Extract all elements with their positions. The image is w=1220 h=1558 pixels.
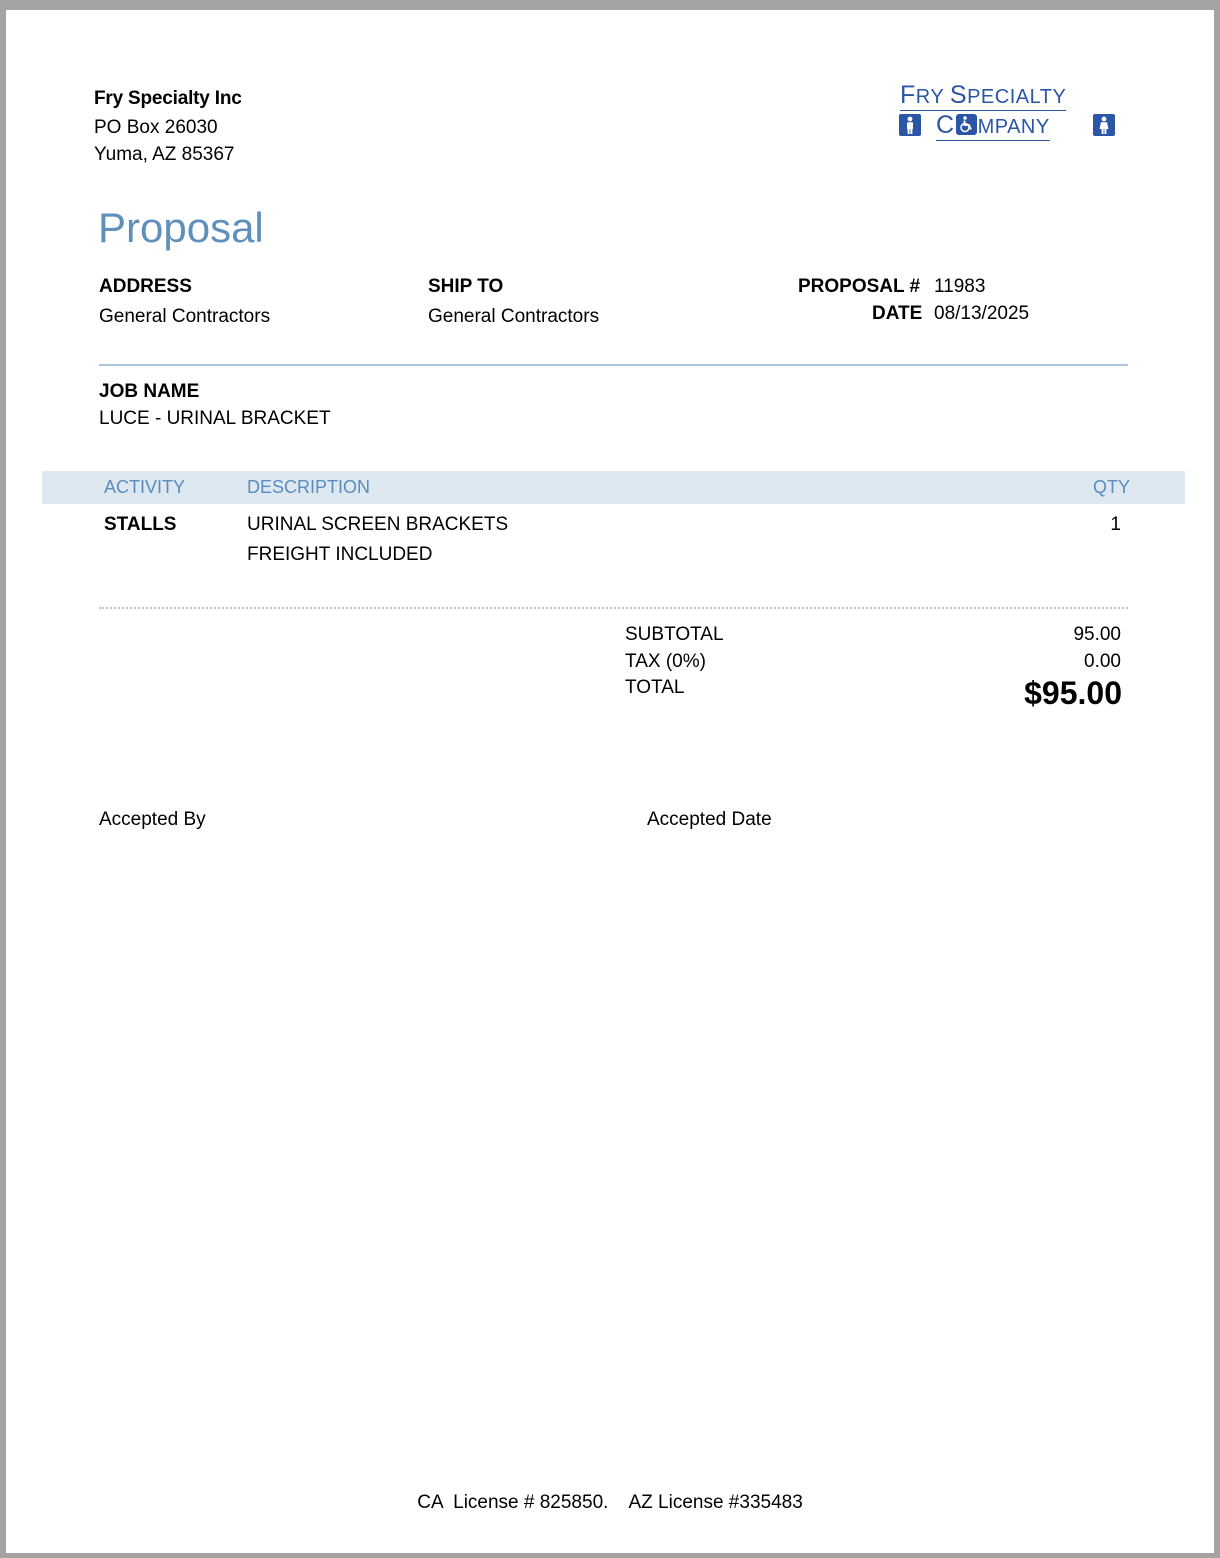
ship-to-value: General Contractors: [428, 306, 600, 327]
row-description-line2: FREIGHT INCLUDED: [247, 544, 433, 565]
company-logo: [898, 82, 1114, 144]
page-title: Proposal: [98, 204, 264, 251]
document-page: [6, 10, 1214, 1553]
logo-line1: FRY SPECIALTY: [900, 81, 1067, 109]
company-address-line1: PO Box 26030: [94, 117, 218, 138]
column-header-activity: ACTIVITY: [104, 477, 186, 497]
address-label: ADDRESS: [99, 276, 192, 297]
proposal-number-value: 11983: [934, 276, 986, 297]
accepted-date-label: Accepted Date: [647, 809, 772, 830]
total-value: $95.00: [1024, 675, 1122, 711]
subtotal-value: 95.00: [1073, 624, 1121, 645]
company-name: Fry Specialty Inc: [94, 88, 242, 109]
subtotal-label: SUBTOTAL: [625, 624, 724, 645]
tax-value: 0.00: [1084, 651, 1121, 672]
proposal-number-label: PROPOSAL #: [798, 276, 921, 297]
column-header-qty: QTY: [1092, 477, 1130, 497]
line-items-header: [42, 471, 1185, 504]
column-header-description: DESCRIPTION: [247, 477, 371, 497]
ship-to-label: SHIP TO: [428, 276, 504, 297]
section-divider: [99, 364, 1128, 366]
tax-label: TAX (0%): [625, 651, 706, 672]
totals-divider: [99, 607, 1128, 609]
logo-line2: C MPANY: [936, 111, 1050, 139]
proposal-date-label: DATE: [872, 303, 923, 324]
accepted-by-label: Accepted By: [99, 809, 206, 830]
wheelchair-icon: [956, 114, 977, 135]
job-name-value: LUCE - URINAL BRACKET: [99, 408, 331, 429]
restroom-man-icon: [899, 114, 921, 136]
restroom-woman-icon: [1093, 114, 1115, 136]
total-label: TOTAL: [625, 677, 685, 698]
row-qty: 1: [1110, 514, 1121, 535]
job-name-label: JOB NAME: [99, 381, 200, 402]
license-footer: CA License # 825850. AZ License #335483: [417, 1492, 803, 1513]
address-value: General Contractors: [99, 306, 271, 327]
proposal-date-value: 08/13/2025: [934, 303, 1030, 324]
row-activity: STALLS: [104, 514, 177, 535]
row-description-line1: URINAL SCREEN BRACKETS: [247, 514, 509, 535]
company-address-line2: Yuma, AZ 85367: [94, 144, 235, 165]
